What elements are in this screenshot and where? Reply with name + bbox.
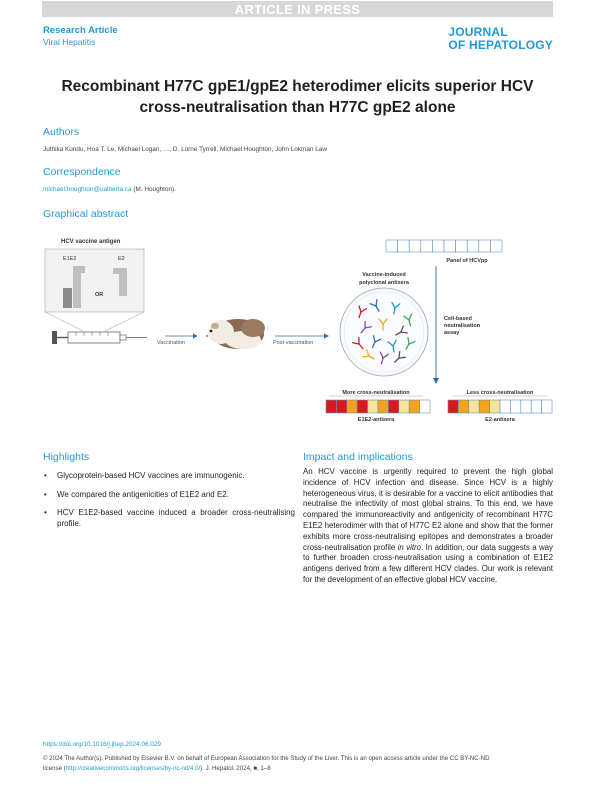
hcvpp-cell	[386, 240, 398, 252]
license-url-link[interactable]: http://creativecommons.org/licenses/by-nc-nd/4.0/	[65, 765, 201, 772]
e1e2-result-cell	[378, 400, 388, 413]
correspondence-email-link[interactable]: michael.houghton@ualberta.ca	[43, 186, 132, 193]
antisera-label-line1: Vaccine-induced	[362, 272, 406, 278]
hcvpp-cell	[432, 240, 444, 252]
vaccination-label: Vaccination	[157, 340, 186, 346]
e2-result-boxes	[448, 400, 552, 413]
license-text	[43, 754, 555, 774]
antigen-box	[45, 249, 144, 312]
journal-logo-line1: JOURNAL	[448, 25, 508, 39]
license-line-2	[43, 764, 555, 774]
doi-link[interactable]: https://doi.org/10.1016/j.jhep.2024.06.029	[43, 741, 161, 748]
e2-result-cell	[531, 400, 541, 413]
or-label: OR	[95, 292, 104, 298]
e1e2-result-cell	[336, 400, 346, 413]
hcvpp-cell	[409, 240, 421, 252]
hcvpp-cell	[467, 240, 479, 252]
hcvpp-panel	[386, 240, 502, 252]
highlights-list	[43, 471, 295, 537]
e2-result-cell	[490, 400, 500, 413]
assay-arrowhead	[433, 378, 439, 384]
e1e2-antisera-label: E1E2-antisera	[357, 417, 395, 423]
antisera-tube	[340, 288, 428, 376]
e1e2-result-cell	[368, 400, 378, 413]
license-prefix: license (	[43, 765, 66, 772]
journal-logo-line2: OF HEPATOLOGY	[448, 38, 553, 52]
syringe-icon	[52, 331, 147, 344]
article-title	[40, 76, 555, 118]
hcvpp-panel-label: Panel of HCVpp	[446, 258, 488, 264]
more-neutralisation-label: More cross-neutralisation	[342, 390, 410, 396]
correspondence	[43, 186, 176, 193]
e2-label: E2	[118, 256, 125, 262]
hcvpp-cell	[490, 240, 502, 252]
assay-label-line1: Cell-based	[444, 316, 472, 322]
authors-heading: Authors	[43, 126, 80, 138]
e2-result-cell	[521, 400, 531, 413]
e2-result-cell	[542, 400, 552, 413]
e1e2-result-cell	[347, 400, 357, 413]
post-vaccination-label: Post-vaccination	[273, 340, 314, 346]
e2-result-cell	[469, 400, 479, 413]
hcvpp-cell	[398, 240, 410, 252]
e2-result-cell	[479, 400, 489, 413]
license-line-1: © 2024 The Author(s). Published by Elsevier B.V. on behalf of European Association for the Study of the Liver. This is an open access article under the CC BY-NC-ND	[43, 755, 490, 762]
article-subject: Viral Hepatitis	[43, 37, 96, 47]
hcvpp-cell	[444, 240, 456, 252]
antisera-label-line2: polyclonal antisera	[359, 280, 409, 286]
correspondence-suffix: (M. Houghton).	[131, 186, 176, 193]
correspondence-heading: Correspondence	[43, 166, 121, 178]
license-suffix: ). J. Hepatol. 2024, ■, 1–8	[200, 765, 271, 772]
graphical-abstract	[43, 228, 555, 433]
e2-result-cell	[510, 400, 520, 413]
authors-list: Juthika Kundu, Hoa T. Le, Michael Logan, …, D. Lorne Tyrrell, Michael Houghton, John Lokman Law	[43, 146, 327, 153]
e1e2-label: E1E2	[63, 256, 77, 262]
assay-label-line3: assay	[444, 330, 460, 336]
highlight-item: • We compared the antigenicities of E1E2 and E2.	[43, 490, 295, 501]
highlight-item: • Glycoprotein-based HCV vaccines are immunogenic.	[43, 471, 295, 482]
hcvpp-cell	[479, 240, 491, 252]
title-line-1: Recombinant H77C gpE1/gpE2 heterodimer elicits superior HCV	[61, 78, 534, 95]
article-type: Research Article	[43, 25, 118, 36]
hcvpp-cell	[456, 240, 468, 252]
vaccination-arrowhead	[193, 334, 198, 339]
assay-label-line2: neutralisation	[444, 323, 481, 329]
e2-result-cell	[448, 400, 458, 413]
e1e2-result-cell	[388, 400, 398, 413]
e1e2-result-cell	[409, 400, 419, 413]
hcvpp-cell	[421, 240, 433, 252]
funnel-lines	[45, 312, 144, 331]
impact-heading: Impact and implications	[303, 451, 413, 463]
e1e2-result-cell	[357, 400, 367, 413]
e1e2-result-boxes	[326, 400, 430, 413]
impact-text-2: . In addition, our data suggests a way to further broaden cross-neutralisation using a combination of E1E2 antigens derived from a few different HCV clades. Our work is relevant for the development of an effective global HCV vaccine.	[303, 542, 553, 584]
e1e2-result-cell	[326, 400, 336, 413]
e1e2-result-cell	[420, 400, 430, 413]
highlight-item: • HCV E1E2-based vaccine induced a broader cross-neutralising profile.	[43, 508, 295, 529]
less-neutralisation-label: Less cross-neutralisation	[466, 390, 534, 396]
article-in-press-banner: ARTICLE IN PRESS	[42, 1, 553, 17]
e1e2-result-cell	[399, 400, 409, 413]
e2-result-cell	[500, 400, 510, 413]
title-line-2: cross-neutralisation than H77C gpE2 alone	[139, 99, 456, 116]
post-vaccination-arrowhead	[324, 334, 329, 339]
e2-antisera-label: E2-antisera	[485, 417, 515, 423]
e2-result-cell	[458, 400, 468, 413]
impact-text-1: An HCV vaccine is urgently required to prevent the high global incidence of HCV infection and disease. Since HCV is a highly heterogeneous virus, it is desirable for a vaccine to elicit antibodies that neutralise the infectivity of most global strains. To this end, we have compared the immunoreactivity and antigenicity of recombinant H77C E1E2 heterodimer with that of H77C E2 alone and show that the former exhibits more cross-neutralising epitopes and demonstrates a broader cross-neutralisation profile	[303, 467, 553, 552]
impact-italic: in vitro	[397, 542, 422, 552]
highlights-heading: Highlights	[43, 451, 90, 463]
impact-paragraph	[303, 467, 553, 586]
graphical-abstract-heading: Graphical abstract	[43, 208, 129, 220]
guinea-pig-icon	[206, 319, 265, 349]
vaccine-antigen-label: HCV vaccine antigen	[61, 239, 121, 245]
journal-logo	[448, 26, 553, 52]
